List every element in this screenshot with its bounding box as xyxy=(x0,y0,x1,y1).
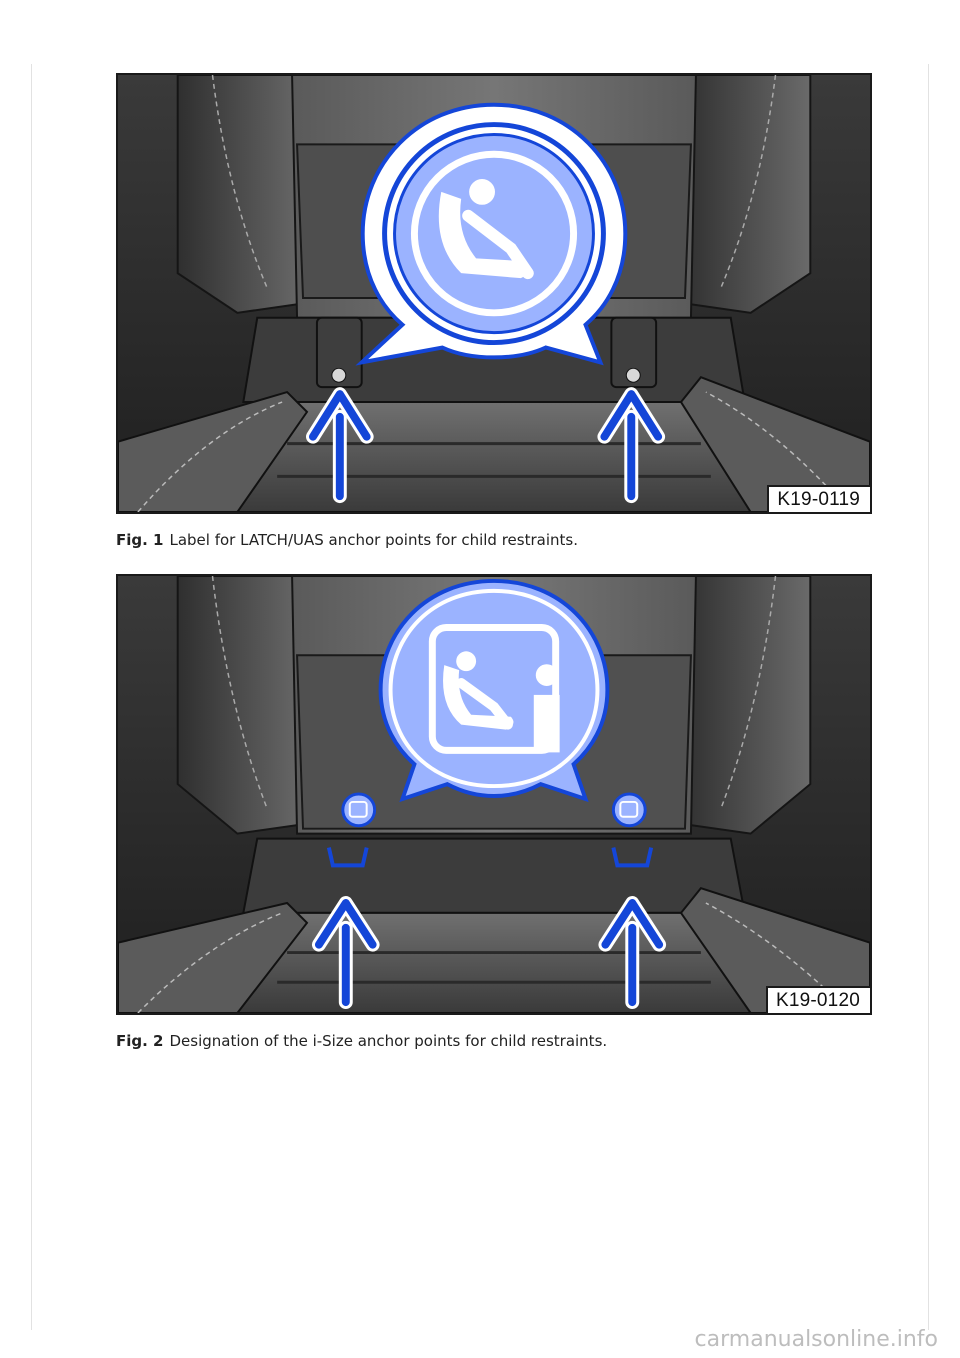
figure-2-caption xyxy=(116,1032,607,1050)
isize-child-seat-icon xyxy=(381,581,608,799)
page-margin-rule-left xyxy=(31,64,32,1330)
isize-child-seat-icon xyxy=(613,794,645,826)
figure-1-caption xyxy=(116,531,578,549)
isize-child-seat-icon xyxy=(343,794,375,826)
figure-code: K19-0119 xyxy=(767,485,870,512)
page-margin-rule-right xyxy=(928,64,929,1330)
figure-2-image xyxy=(116,574,872,1015)
caption-label: Fig. 1 xyxy=(116,531,164,549)
seat-illustration-1 xyxy=(118,75,870,512)
child-seat-icon xyxy=(362,105,626,363)
caption-text: Label for LATCH/UAS anchor points for child restraints. xyxy=(169,531,578,549)
caption-text: Designation of the i-Size anchor points for child restraints. xyxy=(169,1032,608,1050)
caption-label: Fig. 2 xyxy=(116,1032,164,1050)
watermark: carmanualsonline.info xyxy=(694,1327,938,1352)
seat-illustration-2 xyxy=(118,576,870,1013)
figure-1-image xyxy=(116,73,872,514)
figure-code: K19-0120 xyxy=(766,986,870,1013)
